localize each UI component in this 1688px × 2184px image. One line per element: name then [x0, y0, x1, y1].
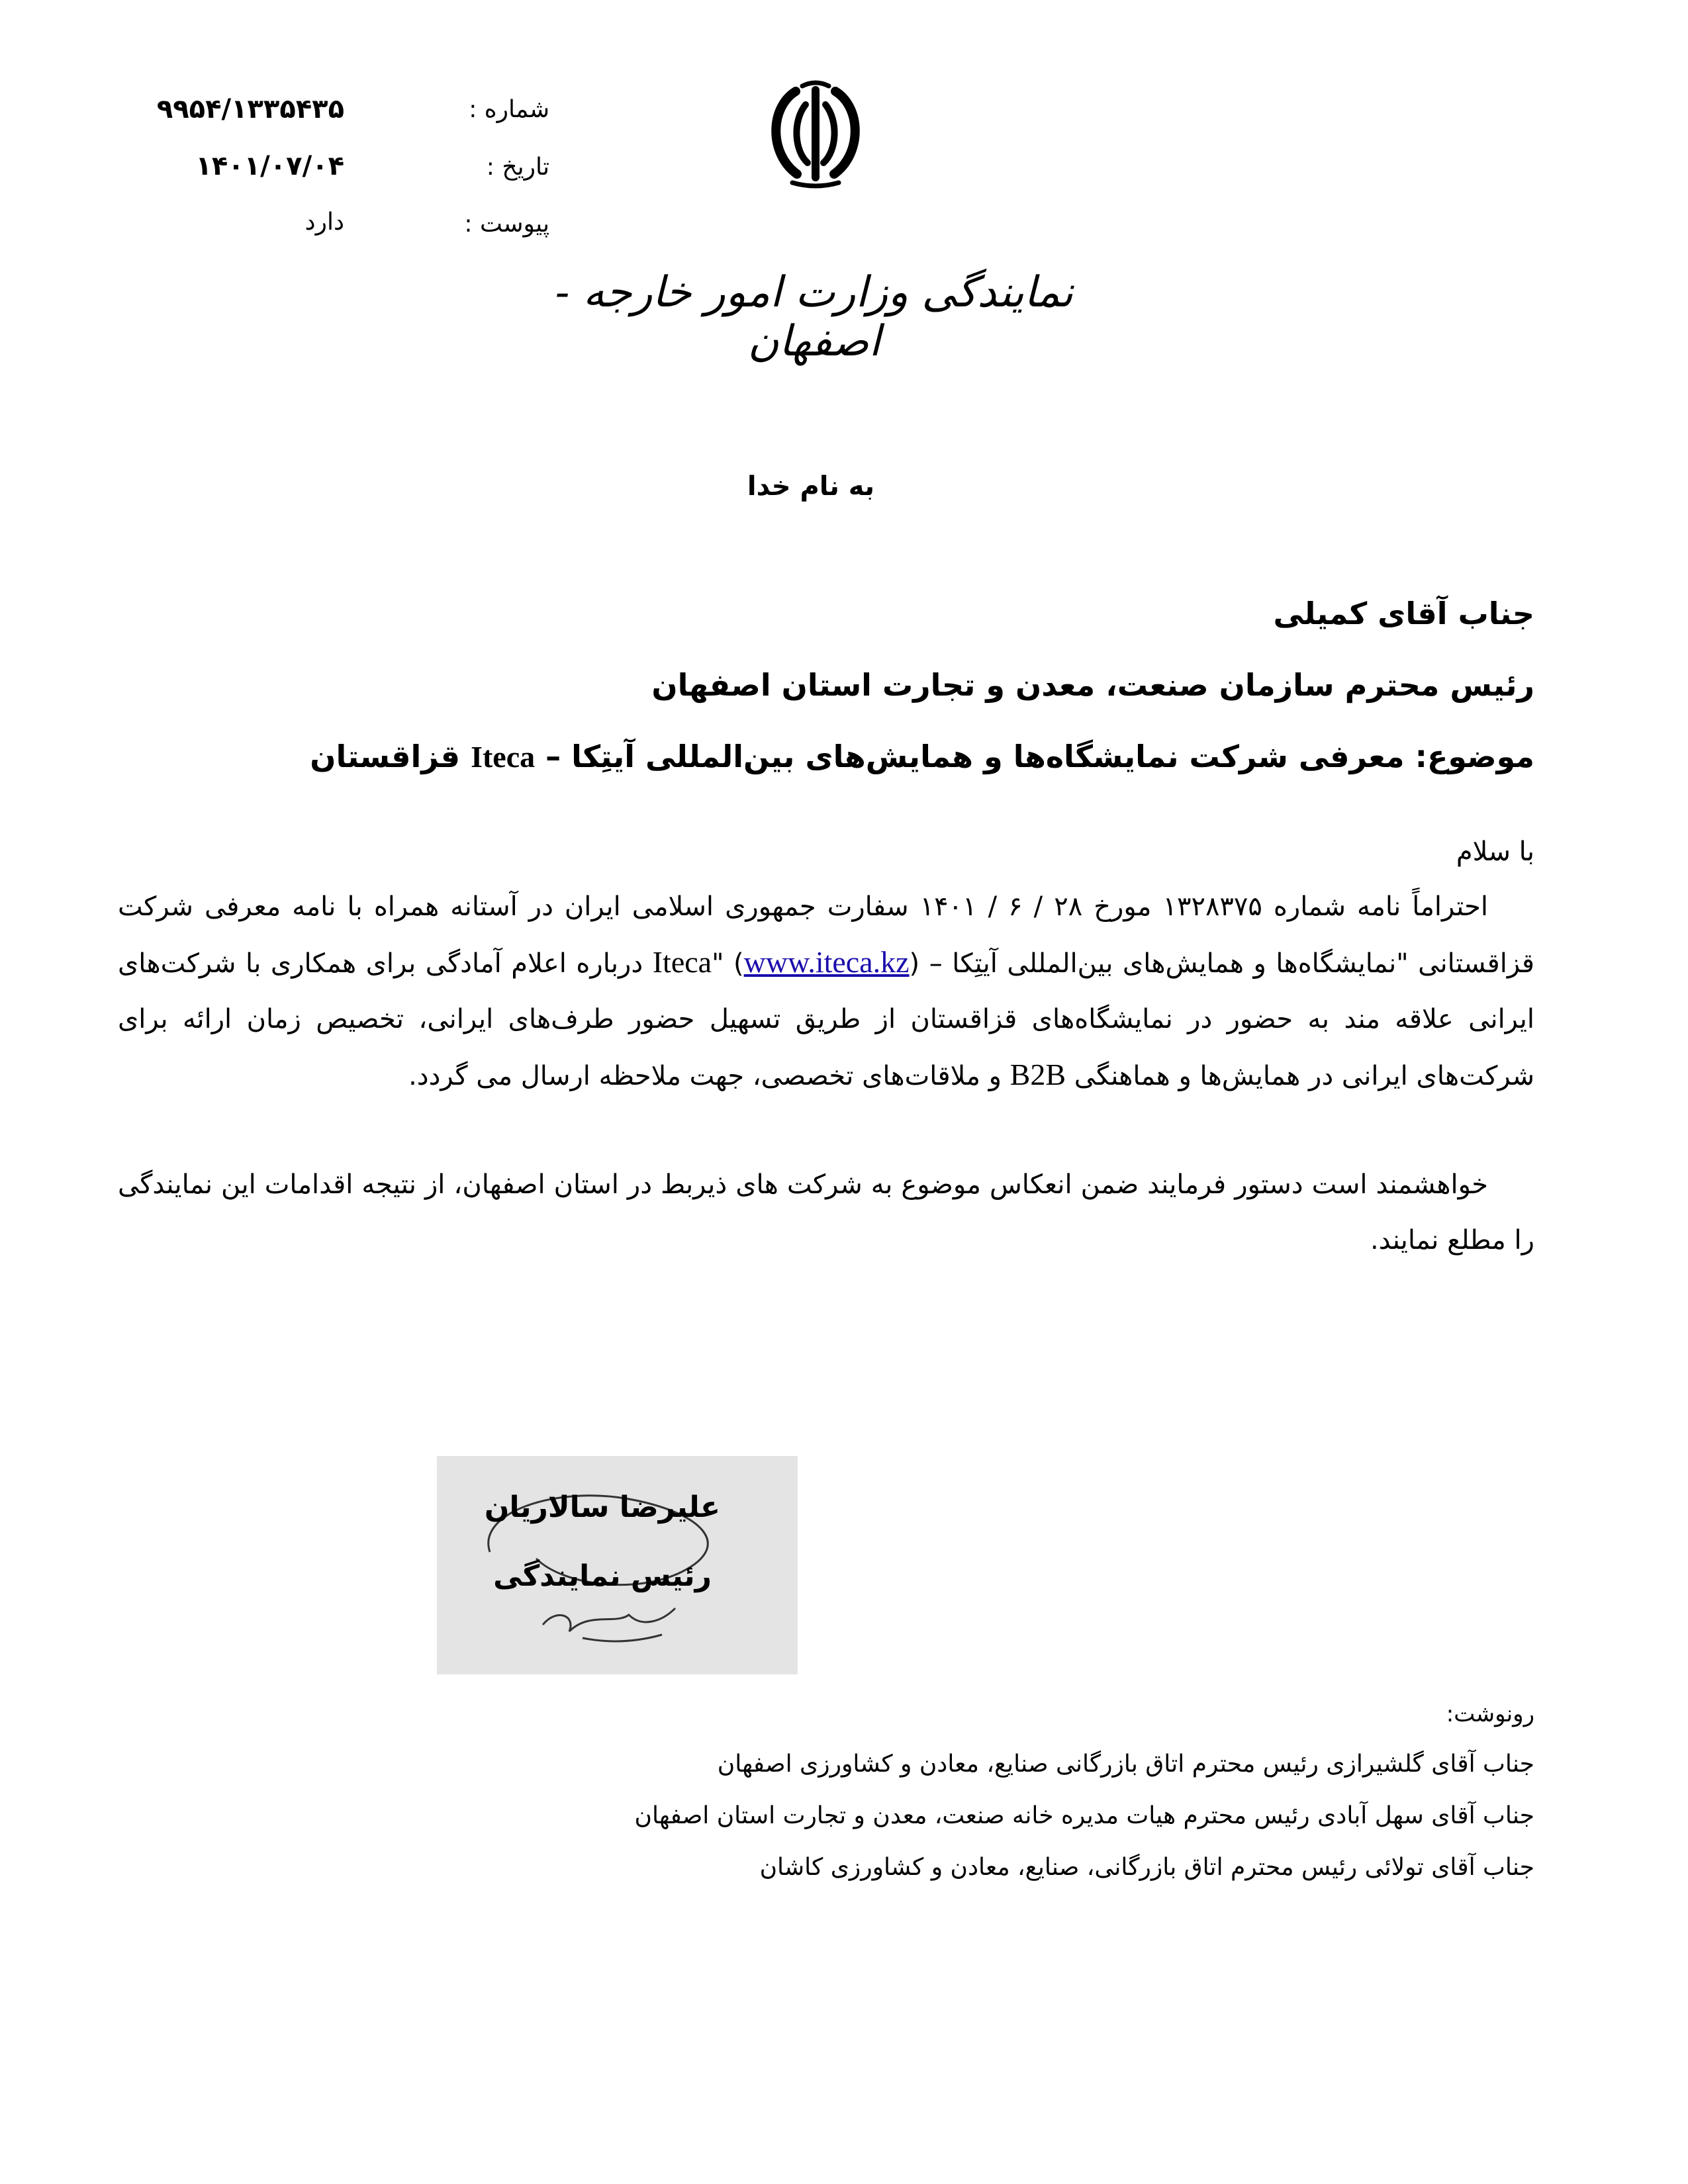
- body-paragraph-1: [118, 879, 1534, 1104]
- p1-part3: ) درباره اعلام آمادگی برای همکاری با شرکت‌های ایرانی علاقه مند به حضور در نمایشگاه‌های قزاقستان از طریق تسهیل حضور طرف‌های ایرانی، تخصیص زمان ارائه برای شرکت‌های ایرانی در همایش‌ها و هماهنگی: [118, 948, 1534, 1091]
- ministry-title: نمایندگی وزارت امور خارجه - اصفهان: [555, 268, 1074, 366]
- subject-line: [144, 739, 1534, 774]
- number-label: شماره :: [469, 96, 549, 123]
- p1-part4: و ملاقات‌های تخصصی، جهت ملاحظه ارسال می گردد.: [408, 1061, 1002, 1091]
- attachment-value: دارد: [305, 208, 344, 236]
- p2-text: خواهشمند است دستور فرمایند ضمن انعکاس موضوع به شرکت های ذیربط در استان اصفهان، از نتیجه اقدامات این نمایندگی را مطلع نمایند.: [118, 1169, 1534, 1255]
- iteca-link[interactable]: www.iteca.kz: [743, 945, 910, 979]
- addressee-title: رئیس محترم سازمان صنعت، معدن و تجارت استان اصفهان: [651, 667, 1534, 703]
- p1-part2: " (: [712, 948, 744, 979]
- signature-name: علیرضا سالاریان: [484, 1490, 721, 1524]
- cc-heading: رونوشت:: [1446, 1701, 1534, 1727]
- addressee-name: جناب آقای کمیلی: [1273, 596, 1534, 631]
- iran-emblem-icon: [756, 78, 875, 191]
- cc-item: جناب آقای گلشیرازی رئیس محترم اتاق بازرگانی صنایع، معادن و کشاورزی اصفهان: [717, 1751, 1534, 1778]
- date-label: تاریخ :: [486, 154, 549, 181]
- p1-part1: احتراماً نامه شماره ۱۳۲۸۳۷۵ مورخ ۲۸ / ۶ / ۱۴۰۱ سفارت جمهوری اسلامی ایران در آستانه همراه با نامه معرفی شرکت قزاقستانی "نمایشگاه‌ها و همایش‌های بین‌المللی آیتِکا –: [118, 891, 1535, 979]
- greeting-heading: به نام خدا: [747, 471, 875, 502]
- subject-latin: Iteca: [471, 740, 536, 774]
- attachment-label: پیوست :: [464, 210, 549, 238]
- signature-title: رئیس نمایندگی: [493, 1559, 712, 1593]
- subject-suffix: قزاقستان: [310, 739, 461, 774]
- subject-prefix: موضوع: معرفی شرکت نمایشگاه‌ها و همایش‌های بین‌المللی آیتِکا –: [545, 739, 1534, 774]
- cc-item: جناب آقای تولائی رئیس محترم اتاق بازرگانی، صنایع، معادن و کشاورزی کاشان: [759, 1854, 1534, 1881]
- p1-latin-b2b: B2B: [1009, 1058, 1066, 1091]
- cc-item: جناب آقای سهل آبادی رئیس محترم هیات مدیره خانه صنعت، معدن و تجارت استان اصفهان: [634, 1802, 1534, 1829]
- p1-latin-iteca: Iteca: [652, 945, 712, 979]
- body-paragraph-2: [118, 1157, 1534, 1268]
- number-value: ۹۹۵۴/۱۳۳۵۴۳۵: [156, 94, 344, 124]
- date-value: ۱۴۰۱/۰۷/۰۴: [195, 151, 344, 181]
- salutation: با سلام: [1456, 837, 1534, 867]
